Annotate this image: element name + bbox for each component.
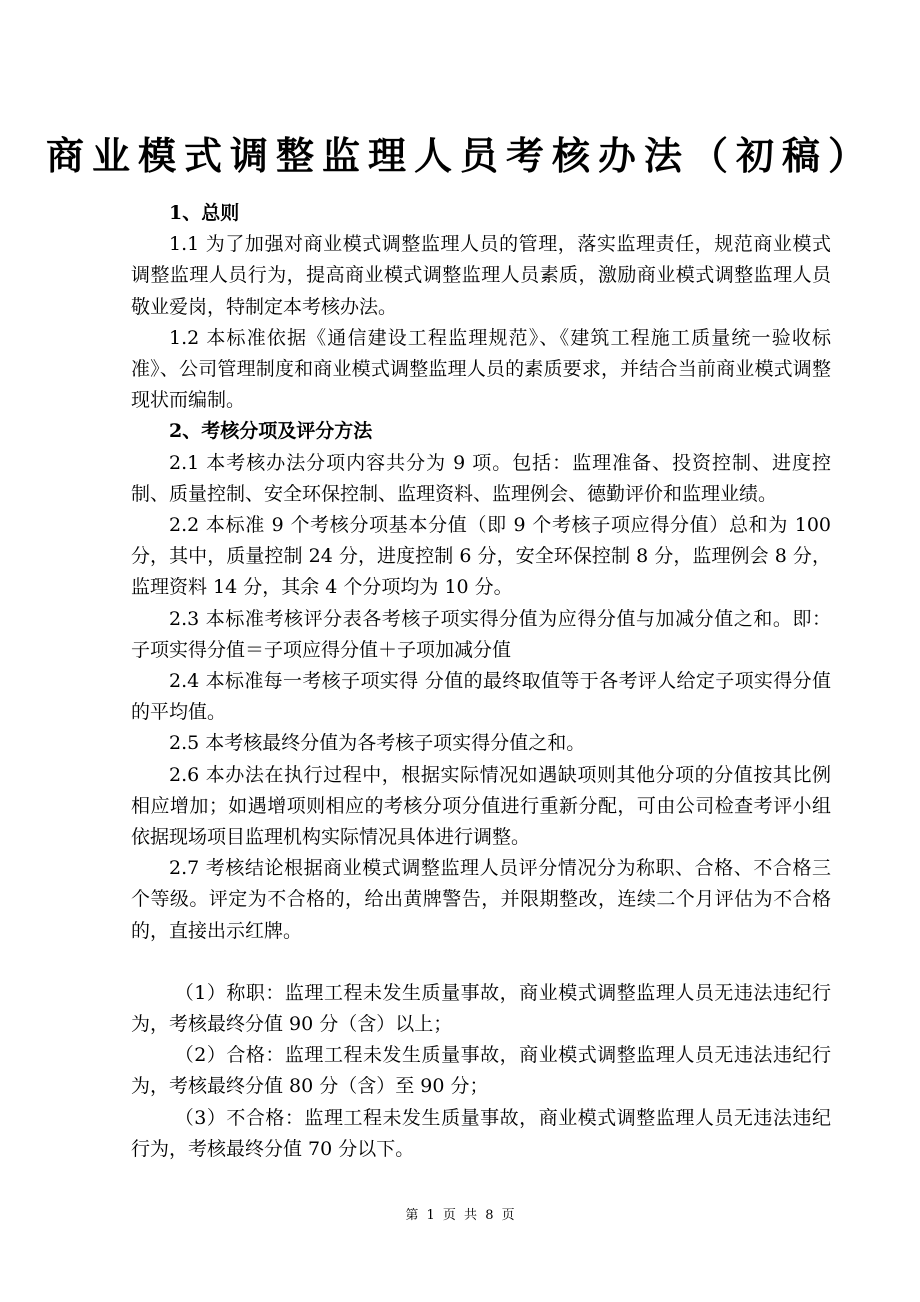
paragraph-2-7: 2.7 考核结论根据商业模式调整监理人员评分情况分为称职、合格、不合格三个等级。评定为不合格的，给出黄牌警告，并限期整改，连续二个月评估为不合格的，直接出示红牌。: [131, 857, 831, 942]
grade-item-unqualified: （3）不合格：监理工程未发生质量事故，商业模式调整监理人员无违法违纪行为，考核最终分值 70 分以下。: [131, 1106, 831, 1160]
document-body: [131, 198, 831, 1165]
paragraph-2-1: 2.1 本考核办法分项内容共分为 9 项。包括：监理准备、投资控制、进度控制、质量控制、安全环保控制、监理资料、监理例会、德勤评价和监理业绩。: [131, 451, 831, 505]
paragraph-2-4: 2.4 本标准每一考核子项实得 分值的最终取值等于各考评人给定子项实得分值的平均值。: [131, 670, 831, 724]
paragraph-2-6: 2.6 本办法在执行过程中，根据实际情况如遇缺项则其他分项的分值按其比例相应增加；如遇增项则相应的考核分项分值进行重新分配，可由公司检查考评小组依据现场项目监理机构实际情况具体进行调整。: [131, 763, 831, 849]
paragraph-1-1: 1.1 为了加强对商业模式调整监理人员的管理，落实监理责任，规范商业模式调整监理人员行为，提高商业模式调整监理人员素质，激励商业模式调整监理人员敬业爱岗，特制定本考核办法。: [131, 233, 831, 318]
section-heading-assessment: 2、考核分项及评分方法: [169, 420, 373, 443]
paragraph-2-3: 2.3 本标准考核评分表各考核子项实得分值为应得分值与加减分值之和。即：子项实得分值＝子项应得分值＋子项加减分值: [131, 607, 831, 661]
grade-item-qualified: （2）合格：监理工程未发生质量事故，商业模式调整监理人员无违法违纪行为，考核最终分值 80 分（含）至 90 分；: [131, 1044, 831, 1098]
paragraph-2-2: 2.2 本标准 9 个考核分项基本分值（即 9 个考核子项应得分值）总和为 100 分，其中，质量控制 24 分，进度控制 6 分，安全环保控制 8 分，监理例会 8 分，监理资料 14 分，其余 4 个分项均为 10 分。: [131, 514, 831, 599]
document-title: 商业模式调整监理人员考核办法（初稿）: [45, 133, 874, 178]
page-footer: 第 1 页 共 8 页: [405, 1208, 515, 1223]
paragraph-2-5: 2.5 本考核最终分值为各考核子项实得分值之和。: [169, 732, 586, 755]
blank-line: [131, 947, 831, 978]
section-heading-general: 1、总则: [169, 202, 240, 224]
paragraph-1-2: 1.2 本标准依据《通信建设工程监理规范》、《建筑工程施工质量统一验收标准》、公司管理制度和商业模式调整监理人员的素质要求，并结合当前商业模式调整现状而编制。: [131, 326, 831, 412]
grade-item-competent: （1）称职：监理工程未发生质量事故，商业模式调整监理人员无违法违纪行为，考核最终分值 90 分（含）以上；: [131, 981, 831, 1036]
